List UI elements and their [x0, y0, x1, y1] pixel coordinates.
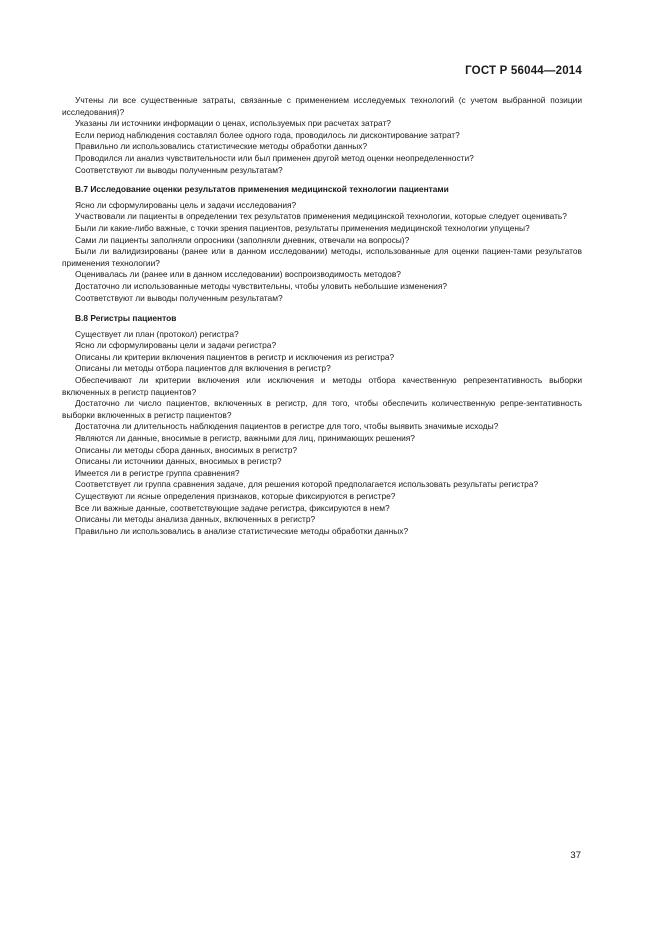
question-paragraph: Достаточно ли использованные методы чувствительны, чтобы уловить небольшие изменения?: [75, 280, 448, 291]
section-b8: [62, 313, 582, 537]
document-body: [62, 95, 582, 537]
question-paragraph: Все ли важные данные, соответствующие задаче регистра, фиксируются в нем?: [75, 502, 390, 513]
question-paragraph: Достаточно ли число пациентов, включенных в регистр, для того, чтобы обеспечить количественную репре-зентативность выборки включенных в регистр пациентов?: [62, 398, 582, 420]
question-paragraph: Обеспечивают ли критерии включения или исключения и методы отбора качественную репрезентативность выборки включенных в регистр пациентов?: [62, 375, 582, 397]
question-paragraph: Соответствуют ли выводы полученным результатам?: [75, 164, 283, 175]
question-paragraph: Правильно ли использовались статистические методы обработки данных?: [75, 141, 368, 152]
question-paragraph: Описаны ли критерии включения пациентов в регистр и исключения из регистра?: [75, 351, 395, 362]
question-paragraph: Описаны ли источники данных, вносимых в регистр?: [75, 456, 282, 467]
question-paragraph: Существуют ли ясные определения признаков, которые фиксируются в регистре?: [75, 491, 396, 501]
question-paragraph: Являются ли данные, вносимые в регистр, важными для лиц, принимающих решения?: [75, 433, 415, 444]
question-paragraph: Проводился ли анализ чувствительности или был применен другой метод оценки неопределенности?: [75, 152, 474, 163]
question-paragraph: Учтены ли все существенные затраты, связанные с применением исследуемых технологий (с учетом выбранной позиции исследования)?: [62, 95, 582, 117]
question-paragraph: Сами ли пациенты заполняли опросники (заполняли дневник, отвечали на вопросы)?: [75, 234, 410, 245]
question-paragraph: Описаны ли методы сбора данных, вносимых в регистр?: [75, 444, 298, 455]
question-paragraph: Если период наблюдения составлял более одного года, проводилось ли дисконтирование затрат?: [75, 129, 460, 140]
question-paragraph: Соответствуют ли выводы полученным результатам?: [75, 292, 283, 303]
question-paragraph: Были ли какие-либо важные, с точки зрения пациентов, результаты применения медицинской технологии упущены?: [75, 222, 530, 233]
question-paragraph: Описаны ли методы отбора пациентов для включения в регистр?: [75, 363, 331, 374]
question-paragraph: Ясно ли сформулированы цели и задачи регистра?: [75, 340, 277, 351]
document-standard-id: ГОСТ Р 56044—2014: [465, 65, 582, 77]
page-number: 37: [570, 850, 581, 861]
question-paragraph: Оценивалась ли (ранее или в данном исследовании) воспроизводимость методов?: [75, 269, 401, 280]
question-paragraph: Имеется ли в регистре группа сравнения?: [75, 467, 240, 478]
section-b7: [62, 184, 582, 304]
question-paragraph: Соответствует ли группа сравнения задаче, для решения которой предполагается использовать результаты регистра?: [75, 479, 539, 490]
question-paragraph: Указаны ли источники информации о ценах, используемых при расчетах затрат?: [75, 118, 391, 129]
question-paragraph: Правильно ли использовались в анализе статистические методы обработки данных?: [75, 525, 409, 536]
question-paragraph: Были ли валидизированы (ранее или в данном исследовании) методы, использованные для оценки пациен-тами результатов применения технологии?: [62, 246, 582, 268]
question-paragraph: Существует ли план (протокол) регистра?: [75, 328, 239, 339]
question-paragraph: Описаны ли методы анализа данных, включенных в регистр?: [75, 514, 316, 525]
question-paragraph: Ясно ли сформулированы цель и задачи исследования?: [75, 199, 297, 210]
section-heading-b7: В.7 Исследование оценки результатов применения медицинской технологии пациентами: [75, 184, 449, 195]
section-heading-b8: В.8 Регистры пациентов: [75, 313, 177, 324]
question-paragraph: Участвовали ли пациенты в определении тех результатов применения медицинской технологии, которые следует оценивать?: [75, 211, 567, 222]
question-paragraph: Достаточна ли длительность наблюдения пациентов в регистре для того, чтобы выявить значимые исходы?: [75, 421, 499, 432]
intro-questions: [62, 95, 582, 176]
